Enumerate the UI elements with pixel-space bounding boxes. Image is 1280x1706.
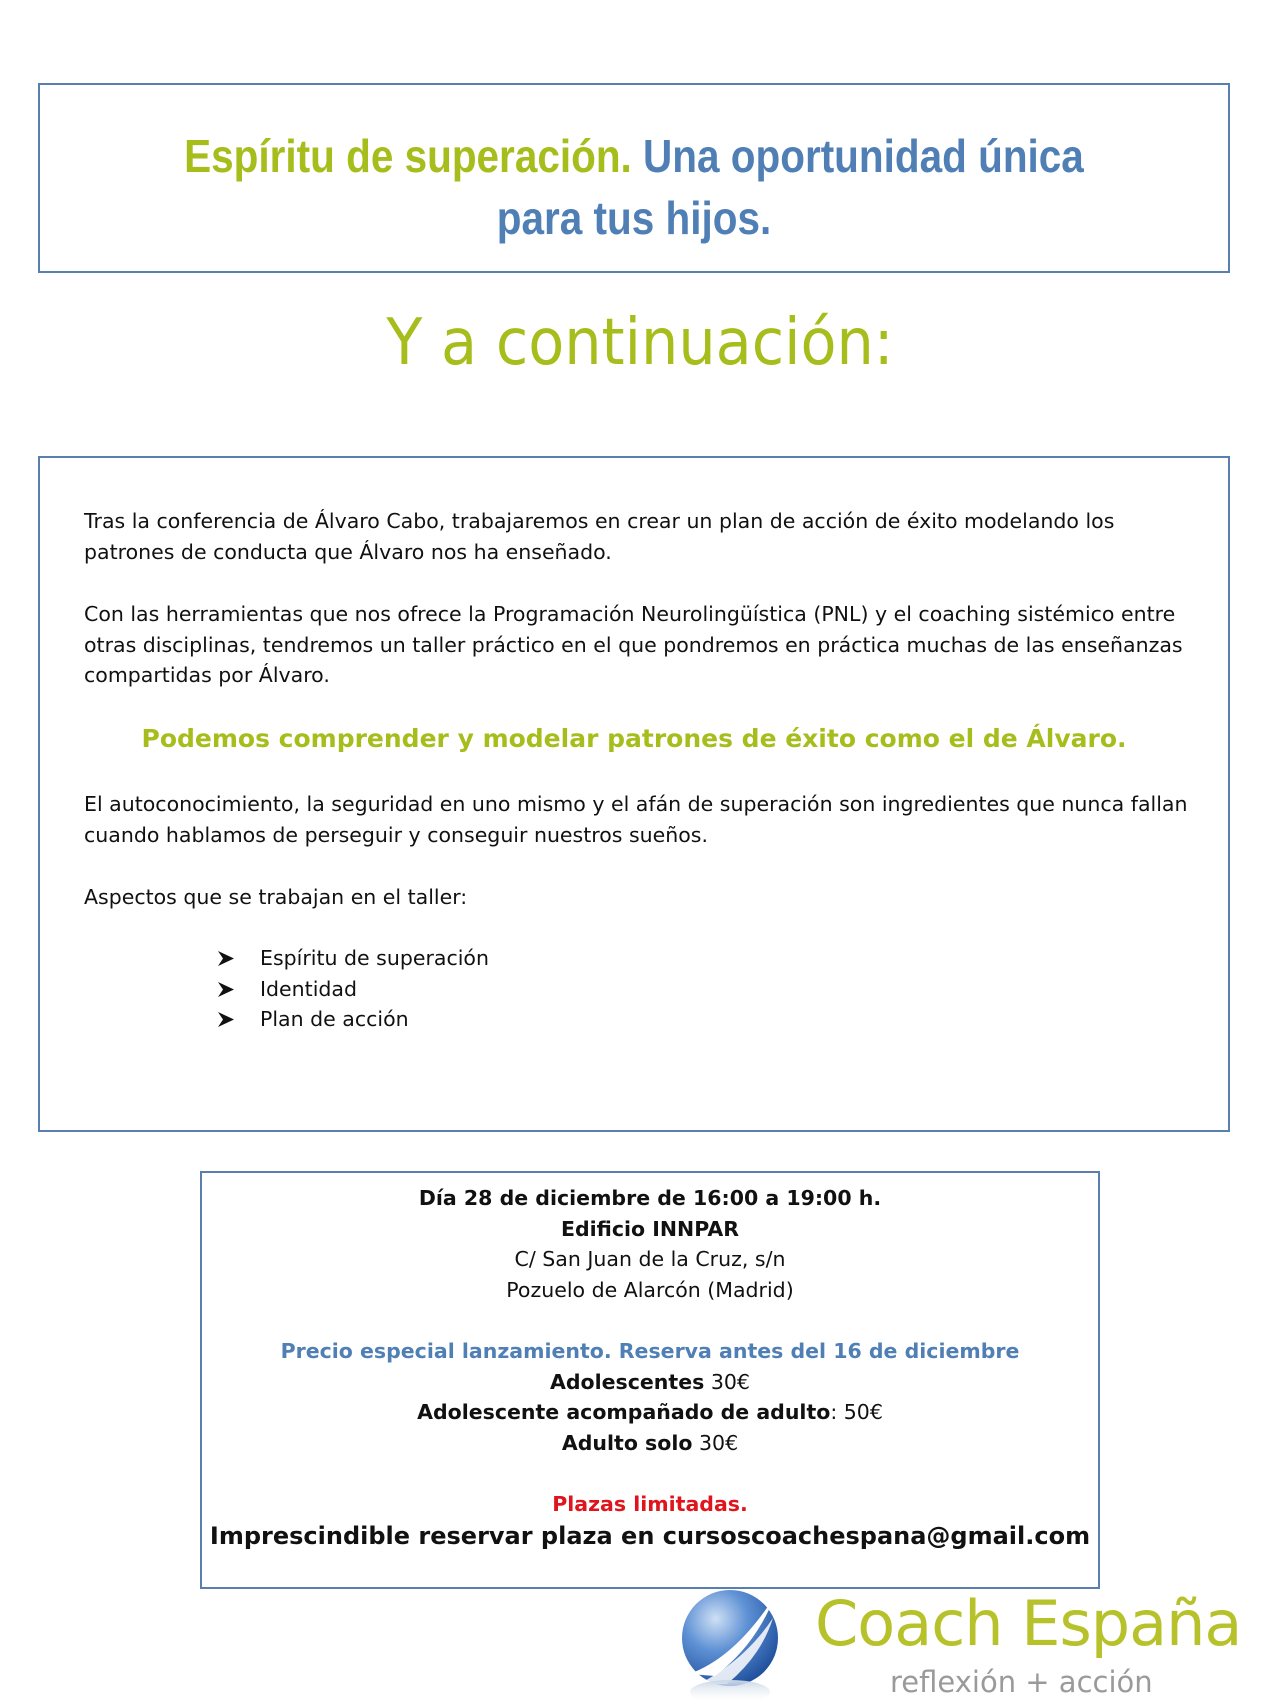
- tools-paragraph: Con las herramientas que nos ofrece la Programación Neurolingüística (PNL) y el coaching sistémico entre otras disciplinas, tendremos un taller práctico en el que pondremos en práctica muchas de las enseñanzas compartidas por Álvaro.: [84, 602, 1183, 687]
- coach-espana-logo: [675, 1588, 1250, 1706]
- event-building: Edificio INNPAR: [560, 1217, 740, 1241]
- price-line: [202, 1367, 1098, 1398]
- globe-swoosh-icon: [675, 1588, 785, 1706]
- price-line: [202, 1428, 1098, 1459]
- price-separator: :: [830, 1400, 844, 1424]
- brand-tagline: reflexión + acción: [890, 1665, 1153, 1699]
- aspect-label: Plan de acción: [260, 1007, 409, 1031]
- list-item: [218, 943, 489, 974]
- price-line: [202, 1397, 1098, 1428]
- list-item: [218, 974, 489, 1005]
- description-box: [38, 456, 1230, 1132]
- event-info-box: [200, 1171, 1100, 1589]
- highlight-text: Podemos comprender y modelar patrones de éxito como el de Álvaro.: [141, 724, 1127, 753]
- price-label: Adolescentes: [550, 1370, 705, 1394]
- limited-notice: Plazas limitadas.: [552, 1492, 748, 1516]
- price-value: 50€: [843, 1400, 883, 1424]
- promo-text: Precio especial lanzamiento. Reserva antes del 16 de diciembre: [280, 1339, 1020, 1363]
- intro-paragraph: Tras la conferencia de Álvaro Cabo, trabajaremos en crear un plan de acción de éxito modelando los patrones de conducta que Álvaro nos ha enseñado.: [84, 509, 1115, 564]
- reservation-email: Imprescindible reservar plaza en cursoscoachespana@gmail.com: [209, 1522, 1091, 1550]
- section-subtitle: Y a continuación:: [386, 306, 894, 380]
- price-label: Adolescente acompañado de adulto: [417, 1400, 831, 1424]
- aspect-label: Espíritu de superación: [260, 946, 489, 970]
- page-title: [146, 125, 1121, 249]
- price-value: 30€: [698, 1431, 739, 1455]
- event-street: C/ San Juan de la Cruz, s/n: [514, 1247, 786, 1271]
- price-label: Adulto solo: [561, 1431, 693, 1455]
- arrowhead-bullet-icon: [218, 982, 234, 997]
- title-green-part: Espíritu de superación.: [184, 130, 632, 182]
- title-blue-part: Una oportunidad única para tus hijos.: [496, 130, 1084, 244]
- aspects-intro: Aspectos que se trabajan en el taller:: [84, 885, 468, 909]
- title-box: [38, 83, 1230, 273]
- brand-name: Coach España: [815, 1587, 1242, 1660]
- list-item: [218, 1004, 489, 1035]
- price-value: 30€: [710, 1370, 750, 1394]
- aspects-list: [218, 943, 489, 1035]
- arrowhead-bullet-icon: [218, 1012, 234, 1027]
- event-date: Día 28 de diciembre de 16:00 a 19:00 h.: [418, 1186, 882, 1210]
- arrowhead-bullet-icon: [218, 951, 234, 966]
- event-city: Pozuelo de Alarcón (Madrid): [506, 1278, 794, 1302]
- selfknowledge-paragraph: El autoconocimiento, la seguridad en uno mismo y el afán de superación son ingredientes que nunca fallan cuando hablamos de perseguir y conseguir nuestros sueños.: [84, 792, 1188, 847]
- aspect-label: Identidad: [260, 976, 357, 1001]
